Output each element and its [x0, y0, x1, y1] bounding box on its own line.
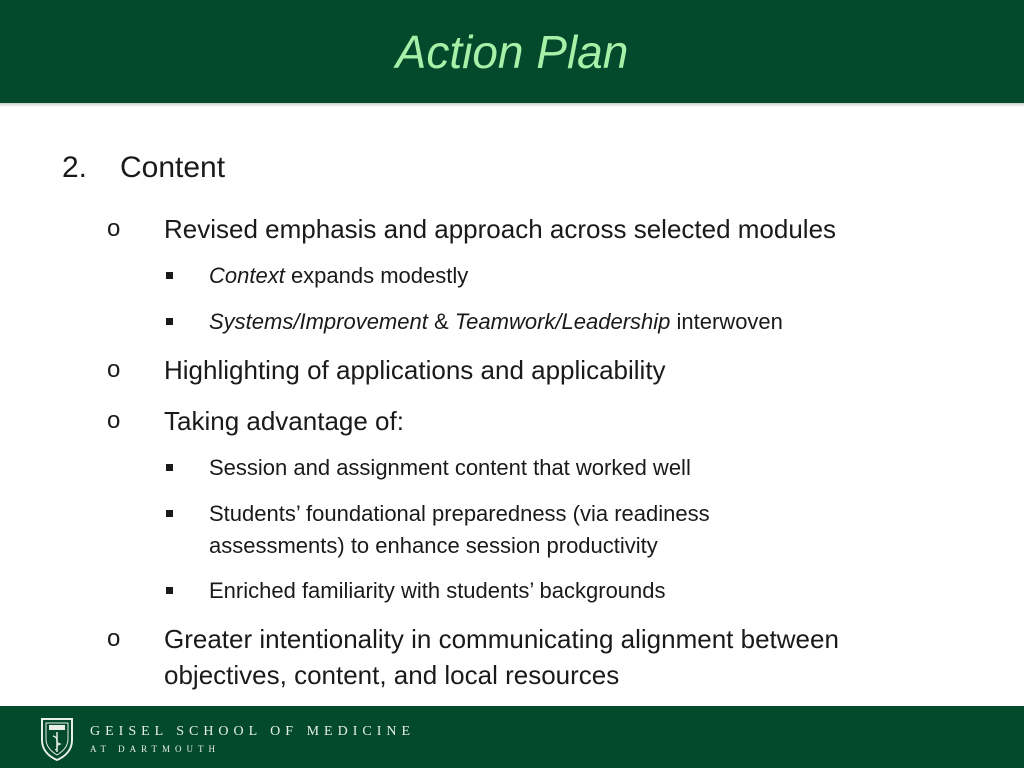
text-run: interwoven — [670, 309, 783, 334]
list-item-text: Highlighting of applications and applicability — [164, 355, 666, 385]
slide-title: Action Plan — [395, 26, 629, 78]
list-item-text: Revised emphasis and approach across selected modules — [164, 214, 837, 244]
school-seal-icon — [38, 716, 76, 762]
sub-list-item-text: Session and assignment content that worked well — [209, 455, 691, 480]
header-shadow — [0, 103, 1024, 107]
text-italic: Teamwork/Leadership — [454, 309, 671, 334]
text-italic: Systems/Improvement — [209, 309, 428, 334]
section-number: 2. — [62, 151, 88, 184]
school-name: GEISEL SCHOOL OF MEDICINE — [90, 724, 416, 739]
text-run: & — [427, 309, 455, 334]
square-bullet-icon — [166, 510, 173, 517]
square-bullet-icon — [166, 464, 173, 471]
text-italic: Context — [209, 263, 285, 288]
section-label: Content — [120, 151, 226, 184]
circle-bullet-icon: o — [107, 625, 121, 652]
circle-bullet-icon: o — [107, 356, 121, 383]
square-bullet-icon — [166, 587, 173, 594]
school-subtitle: AT DARTMOUTH — [90, 744, 221, 754]
sub-list-item-text: Students’ foundational preparedness (via readiness assessments) to enhance session productivity — [209, 501, 710, 558]
square-bullet-icon — [166, 272, 173, 279]
list-item-text: Taking advantage of: — [164, 406, 404, 436]
sub-list-item-text — [209, 306, 969, 338]
sub-list-item-text — [209, 260, 969, 292]
list-item-text: Greater intentionality in communicating alignment between objectives, content, and local resources — [164, 624, 839, 690]
square-bullet-icon — [166, 318, 173, 325]
circle-bullet-icon: o — [107, 407, 121, 434]
text-run: expands modestly — [284, 263, 469, 288]
sub-list-item-text: Enriched familiarity with students’ backgrounds — [209, 578, 666, 603]
circle-bullet-icon: o — [107, 215, 121, 242]
